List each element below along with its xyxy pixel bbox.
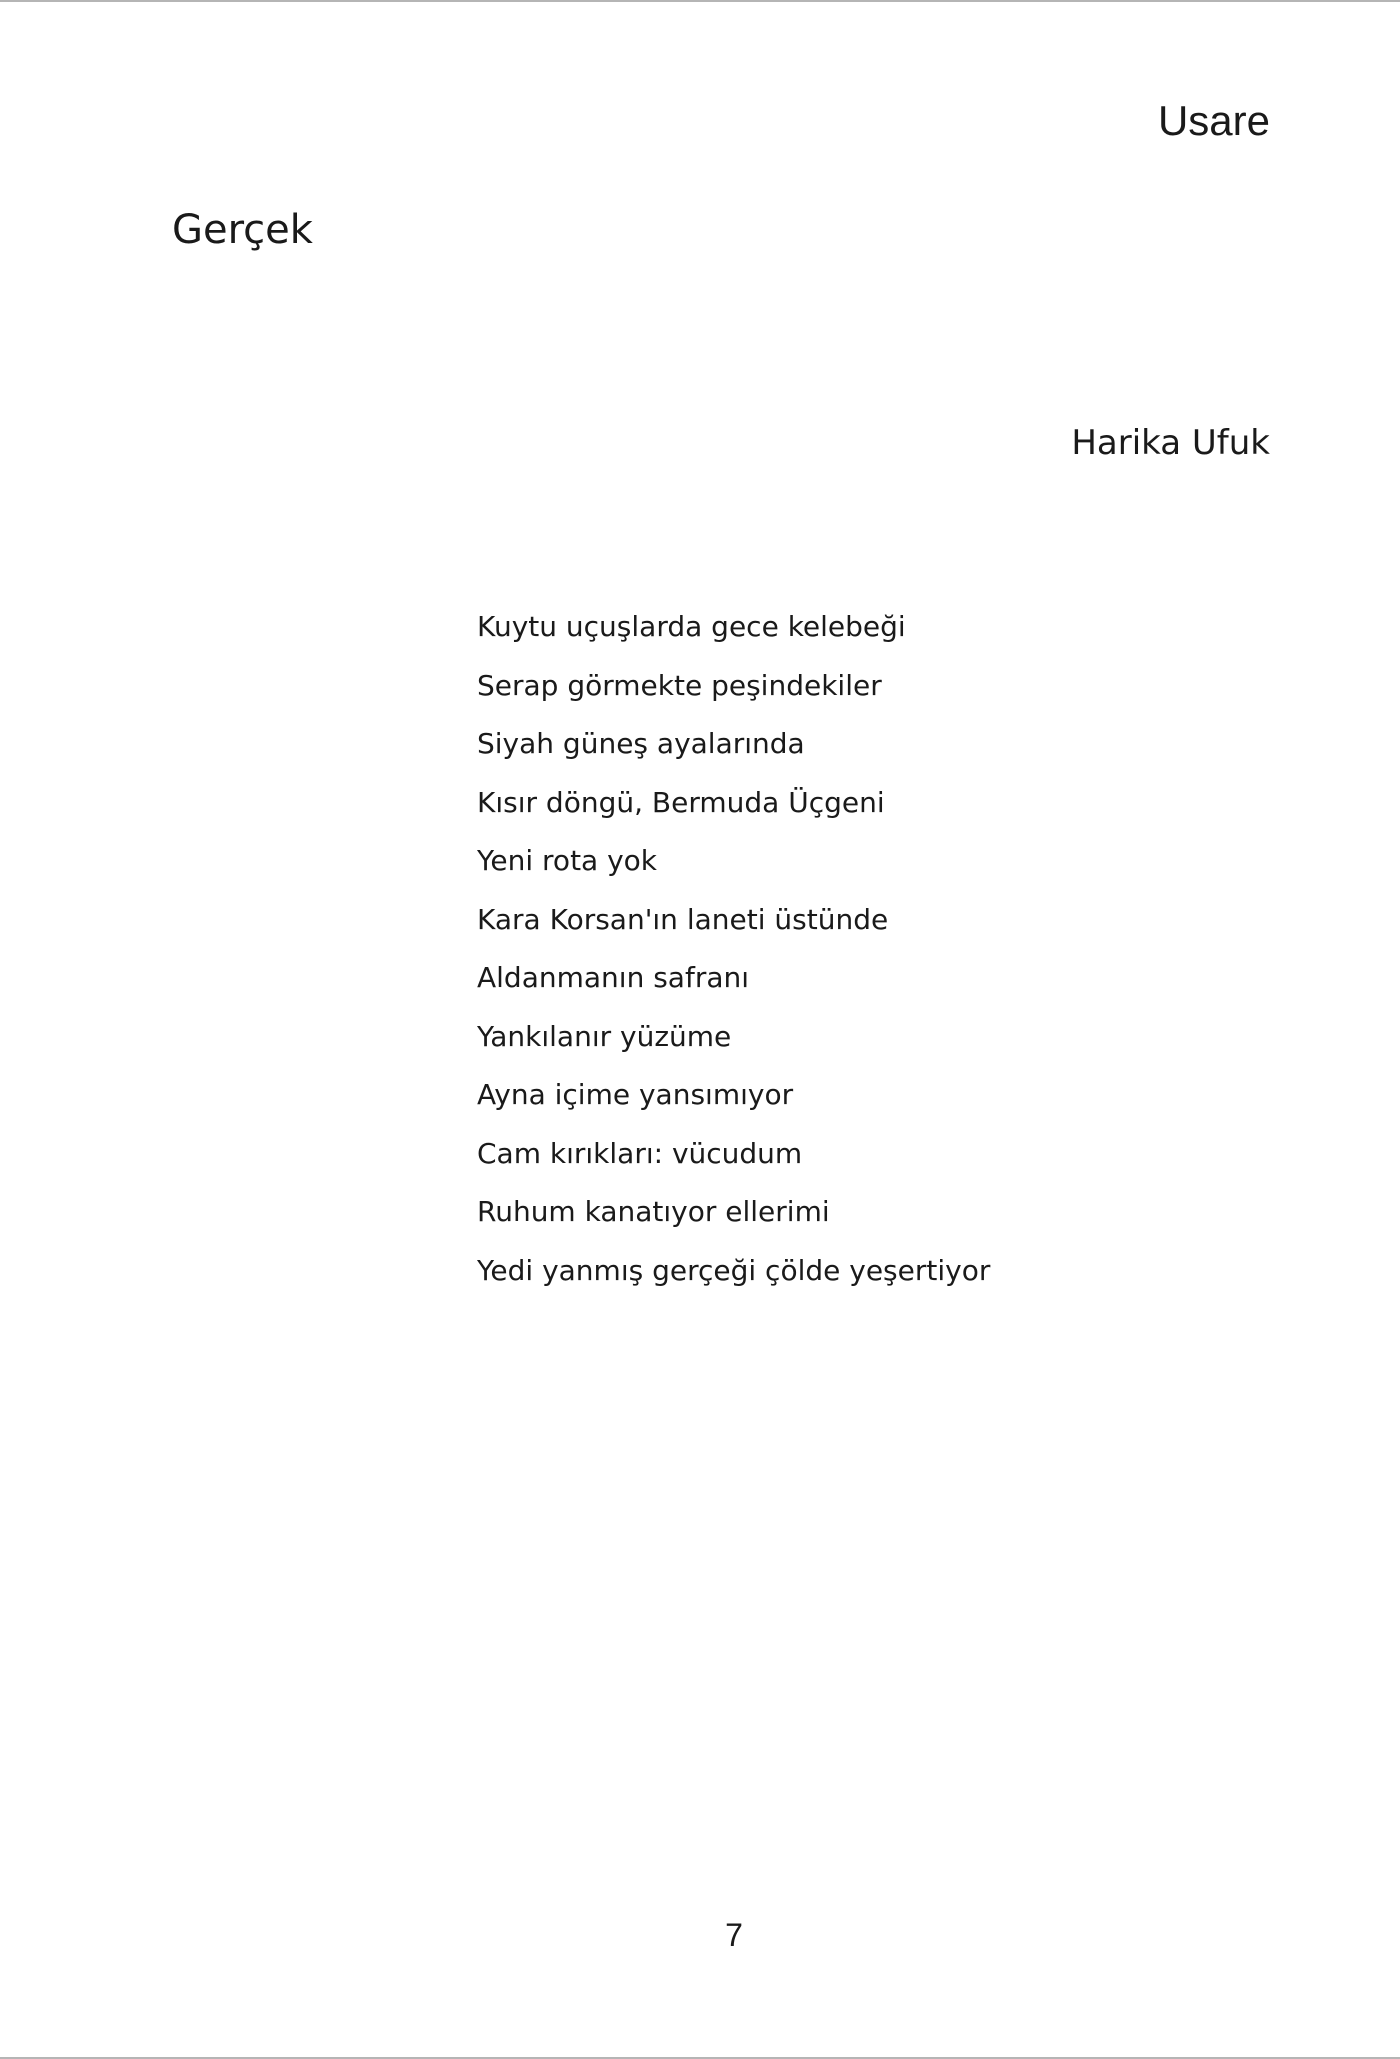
- poem-line: Ayna içime yansımıyor: [477, 1078, 794, 1111]
- poem-line: Kuytu uçuşlarda gece kelebeği: [477, 610, 906, 643]
- poem-line: Cam kırıkları: vücudum: [477, 1136, 803, 1170]
- poem-title: Gerçek: [172, 207, 313, 253]
- poem-line: Ruhum kanatıyor ellerimi: [477, 1195, 830, 1228]
- page-number: 7: [725, 1917, 743, 1953]
- poem-body: [477, 598, 990, 1300]
- poem-author: Harika Ufuk: [1071, 423, 1270, 463]
- poem-line: Yankılanır yüzüme: [477, 1019, 732, 1053]
- poem-line: Yedi yanmış gerçeği çölde yeşertiyor: [477, 1253, 991, 1287]
- running-header-title: Usare: [1157, 97, 1270, 144]
- poem-line: Siyah güneş ayalarında: [477, 727, 805, 760]
- poem-line: Serap görmekte peşindekiler: [477, 668, 882, 702]
- poem-line: Kara Korsan'ın laneti üstünde: [477, 902, 889, 936]
- poem-line: Aldanmanın safranı: [477, 961, 750, 994]
- poem-line: Yeni rota yok: [477, 844, 658, 877]
- top-border-line: [0, 0, 1400, 2]
- poem-line: Kısır döngü, Bermuda Üçgeni: [477, 785, 885, 819]
